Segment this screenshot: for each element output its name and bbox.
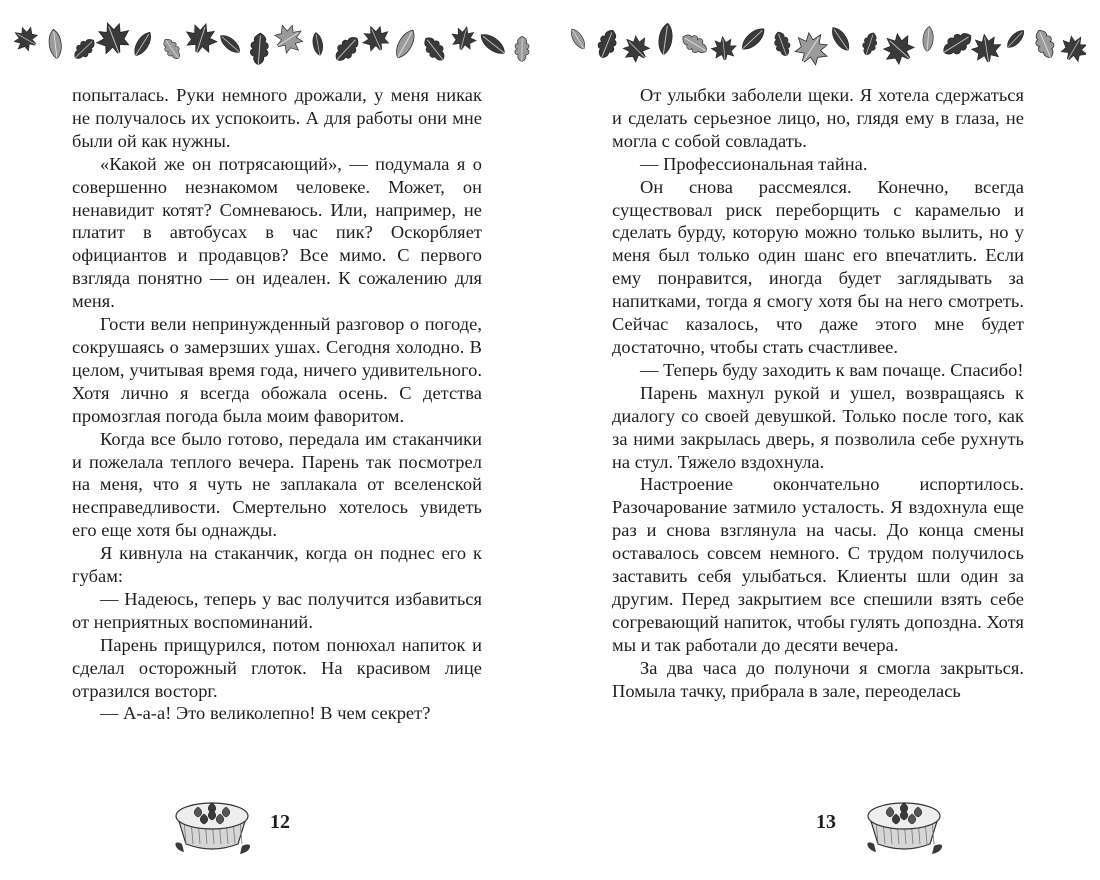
leaf-icon — [68, 35, 98, 65]
autumn-leaves-border-icon — [566, 14, 1086, 76]
autumn-leaves-border-icon — [14, 14, 534, 76]
leaf-icon — [617, 30, 657, 70]
leaf-icon — [656, 22, 674, 59]
paragraph: «Какой же он потрясающий», — подумала я о совершенно незнакомом человеке. Может, он ненавидит котят? Сомневаюсь. Или, например, не платит в автобусах в час пик? Оскорбляет официантов и продавцов? Все мимо. С первого взгляда понятно — он идеален. К сожалению для меня. — [72, 153, 482, 312]
paragraph: — Теперь буду заходить к вам почаще. Спасибо! — [640, 359, 1024, 380]
paragraph: попыталась. Руки немного дрожали, у меня никак не получалось их успокоить. А для работы они мне были ой как нужны. — [72, 85, 482, 151]
leaf-icon — [876, 26, 923, 73]
leaf-icon — [771, 30, 794, 62]
leaf-icon — [420, 33, 451, 67]
paragraph: — А-а-а! Это великолепно! В чем секрет? — [100, 703, 431, 724]
leaf-icon — [266, 18, 309, 60]
paragraph: От улыбки заболели щеки. Я хотела сдержаться и сделать серьезное лицо, но, глядя ему в глаза, не могла с собой совладать. — [612, 85, 1024, 151]
leaf-icon — [736, 25, 768, 56]
leaf-icon — [679, 30, 713, 59]
leaf-icon — [568, 27, 590, 54]
paragraph: Гости вели непринужденный разговор о погоде, сокрушаясь о замерзших ушах. Сегодня холодно. В целом, учитывая время года, ничего удивительного. Хотя лично я всегда обожала осень. С детства промозглая погода была моим фаворитом. — [72, 314, 482, 426]
tart-pie-icon — [168, 788, 256, 858]
leaf-icon — [477, 30, 510, 60]
leaf-icon — [311, 32, 325, 59]
leaf-icon — [970, 32, 1004, 68]
leaf-icon — [828, 24, 854, 56]
leaf-icon — [328, 33, 363, 68]
leaf-icon — [932, 844, 942, 854]
right-page-text — [612, 84, 1024, 702]
paragraph: Настроение окончательно испортилось. Разочарование затмило усталость. Я вздохнула еще раз и снова взглянула на часы. До конца смены оставалось совсем немного. С трудом получилось заставить себя улыбаться. Клиенты шли один за другим. Перед закрытием все спешили взять себе согревающий напиток, чтобы гулять допоздна. Хотя мы и так работали до десяти вечера. — [612, 474, 1024, 655]
leaf-icon — [515, 36, 530, 65]
tart-pie-icon — [860, 788, 948, 858]
leaf-icon — [448, 24, 479, 57]
leaf-icon — [129, 29, 155, 61]
page-footer — [168, 788, 308, 858]
leaf-icon — [240, 844, 250, 854]
leaf-icon — [14, 22, 45, 57]
leaf-icon — [936, 28, 975, 62]
leaf-icon — [390, 27, 418, 64]
paragraph: За два часа до полуночи я смогла закрыться. Помыла тачку, прибрала в зале, переоделась — [612, 657, 1024, 701]
leaf-icon — [710, 35, 738, 64]
leaf-icon — [867, 842, 876, 852]
leaf-icon — [47, 29, 63, 63]
paragraph: — Надеюсь, теперь у вас получится избавиться от неприятных воспоминаний. — [72, 588, 482, 632]
leaf-icon — [1031, 27, 1059, 64]
leaf-icon — [786, 25, 835, 74]
paragraph: — Профессиональная тайна. — [640, 153, 868, 174]
paragraph: Он снова рассмеялся. Конечно, всегда существовал риск переборщить с карамелью и сделать бурду, которую можно только вылить, но у меня был только один шанс его впечатлить. Если ему понравится, иногда будет заглядывать за напитками, тогда я смогу хотя бы на него смотреть. Сейчас казалось, что даже этого мне будет достаточно, чтобы стать счастливее. — [612, 176, 1024, 357]
paragraph: Когда все было готово, передала им стаканчики и пожелала теплого вечера. Парень так посмотрел на меня, что я чуть не заплакала от вселенской несправедливости. Смертельно хотелось увидеть его еще хотя бы однажды. — [72, 428, 482, 541]
leaf-icon — [922, 26, 935, 55]
page-footer — [816, 788, 956, 858]
page-number: 12 — [270, 811, 290, 833]
leaf-icon — [859, 31, 880, 60]
leaf-icon — [160, 36, 186, 65]
paragraph: Парень прищурился, потом понюхал напиток и сделал осторожный глоток. На красивом лице отразился восторг. — [72, 634, 482, 701]
left-page-text — [72, 84, 482, 725]
right-page — [550, 0, 1100, 880]
leaf-icon — [249, 33, 269, 70]
paragraph: Я кивнула на стаканчик, когда он поднес его к губам: — [72, 543, 482, 587]
leaf-icon — [1054, 30, 1086, 69]
leaf-icon — [217, 32, 245, 58]
page-number: 13 — [816, 811, 836, 833]
leaf-icon — [91, 17, 136, 63]
leaf-icon — [180, 19, 221, 61]
leaf-icon — [175, 842, 184, 852]
paragraph: Парень махнул рукой и ушел, возвращаясь к диалогу со своей девушкой. Только после того, как за ними закрылась дверь, я позволила себе рухнуть на стул. Тяжело вздохнула. — [612, 382, 1024, 472]
leaf-icon — [593, 27, 621, 64]
leaf-icon — [1002, 27, 1027, 52]
leaf-icon — [358, 21, 395, 59]
